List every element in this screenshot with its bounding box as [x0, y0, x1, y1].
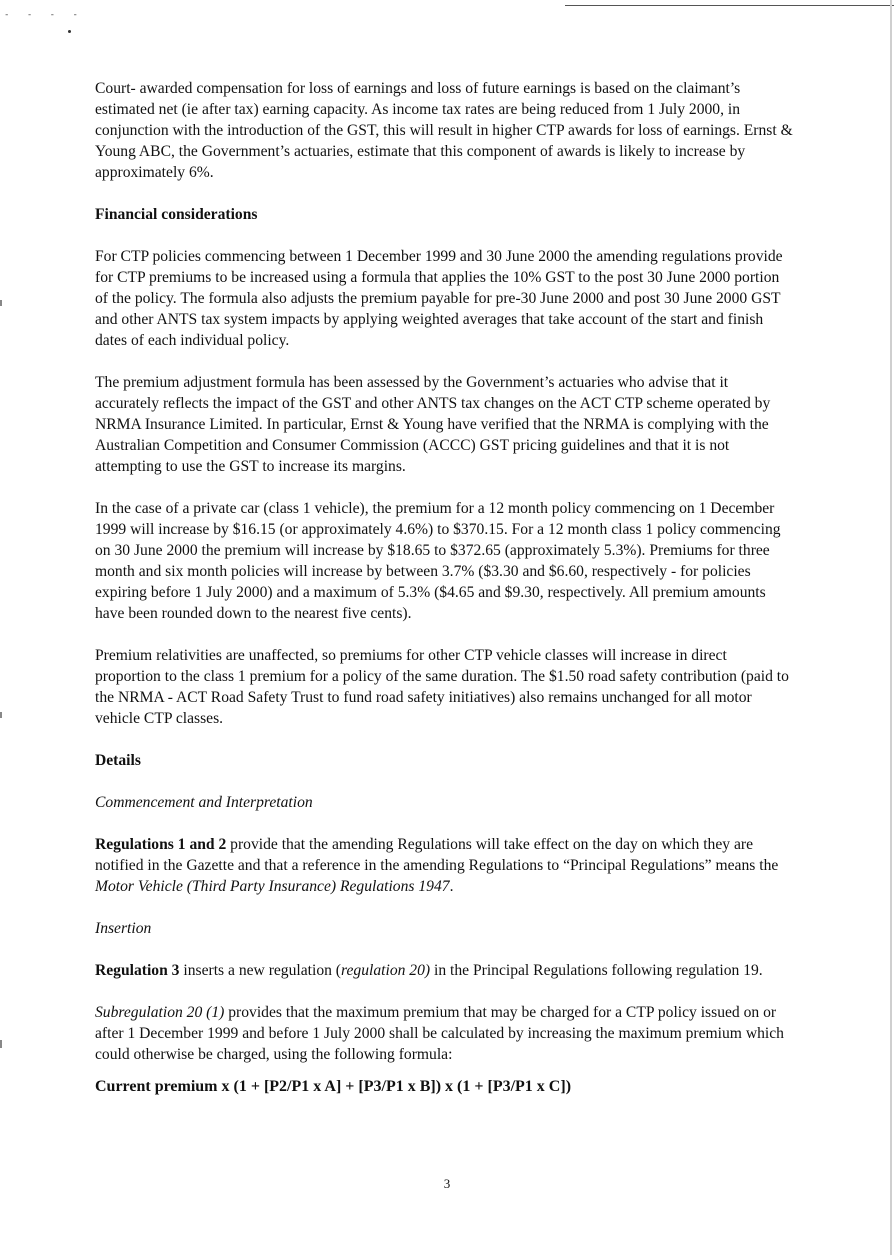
scan-dot [68, 30, 71, 33]
premium-formula: Current premium x (1 + [P2/P1 x A] + [P3/P1 x B]) x (1 + [P3/P1 x C]) [95, 1078, 572, 1095]
document-body [95, 78, 795, 1097]
insertion-paragraph [95, 960, 795, 981]
paragraph-text: provides that the maximum premium that may be charged for a CTP policy issued on or after 1 December 1999 and before 1 July 2000 shall be calculated by increasing the maximum premium which could otherwise be charged, using the following formula: [95, 1004, 784, 1063]
scan-marks: - - - - [4, 10, 84, 20]
scan-tick [0, 712, 2, 718]
scan-right-edge [890, 0, 892, 1255]
section-heading-financial: Financial considerations [95, 206, 258, 223]
scan-tick [0, 1040, 2, 1048]
section-heading-details: Details [95, 752, 141, 769]
paragraph-text: . [449, 878, 454, 895]
scan-tick [0, 300, 2, 306]
regulation-title: Motor Vehicle (Third Party Insurance) Regulations 1947 [95, 878, 450, 895]
regulation-ref: Regulation 3 [95, 962, 180, 979]
financial-paragraph-2: The premium adjustment formula has been assessed by the Government’s actuaries who advise that it accurately reflects the impact of the GST and other ANTS tax changes on the ACT CTP scheme operated by NRMA Insurance Limited. In particular, Ernst & Young have verified that the NRMA is complying with the Australian Competition and Consumer Commission (ACCC) GST pricing guidelines and that it is not attempting to use the GST to increase its margins. [95, 374, 771, 475]
financial-paragraph-4: Premium relativities are unaffected, so premiums for other CTP vehicle classes will increase in direct proportion to the class 1 premium for a policy of the same duration. The $1.50 road safety contribution (paid to the NRMA - ACT Road Safety Trust to fund road safety initiatives) also remains unchanged for all motor vehicle CTP classes. [95, 647, 789, 727]
commencement-paragraph [95, 834, 795, 897]
paragraph-text: in the Principal Regulations following regulation 19. [430, 962, 763, 979]
paragraph-text: inserts a new regulation ( [179, 962, 342, 979]
regulation-ref-italic: regulation 20) [341, 962, 431, 979]
regulation-ref: Regulations 1 and 2 [95, 836, 227, 853]
scan-edge-line [565, 5, 894, 6]
page-number: 3 [443, 1176, 451, 1191]
financial-paragraph-1: For CTP policies commencing between 1 December 1999 and 30 June 2000 the amending regulations provide for CTP premiums to be increased using a formula that applies the 10% GST to the post 30 June 2000 portion of the policy. The formula also adjusts the premium payable for pre-30 June 2000 and post 30 June 2000 GST and other ANTS tax system impacts by applying weighted averages that take account of the start and finish dates of each individual policy. [95, 248, 783, 349]
subregulation-paragraph [95, 1002, 795, 1065]
financial-paragraph-3: In the case of a private car (class 1 vehicle), the premium for a 12 month policy commencing on 1 December 1999 will increase by $16.15 (or approximately 4.6%) to $370.15. For a 12 month class 1 policy commencing on 30 June 2000 the premium will increase by $18.65 to $372.65 (approximately 5.3%). Premiums for three month and six month policies will increase by between 3.7% ($3.30 and $6.60, respectively - for policies expiring before 1 July 2000) and a maximum of 5.3% ($4.65 and $9.30, respectively. All premium amounts have been rounded down to the nearest five cents). [95, 500, 781, 622]
subheading-commencement: Commencement and Interpretation [95, 794, 313, 811]
paragraph-text: provide that the amending Regulations will take effect on the day on which they are notified in the Gazette and that a reference in the amending Regulations to “Principal Regulations” means the [95, 836, 779, 874]
subheading-insertion: Insertion [95, 920, 152, 937]
subregulation-ref: Subregulation 20 (1) [95, 1004, 225, 1021]
intro-paragraph: Court- awarded compensation for loss of earnings and loss of future earnings is based on the claimant’s estimated net (ie after tax) earning capacity. As income tax rates are being reduced from 1 July 2000, in conjunction with the introduction of the GST, this will result in higher CTP awards for loss of earnings. Ernst & Young ABC, the Government’s actuaries, estimate that this component of awards is likely to increase by approximately 6%. [95, 80, 793, 181]
